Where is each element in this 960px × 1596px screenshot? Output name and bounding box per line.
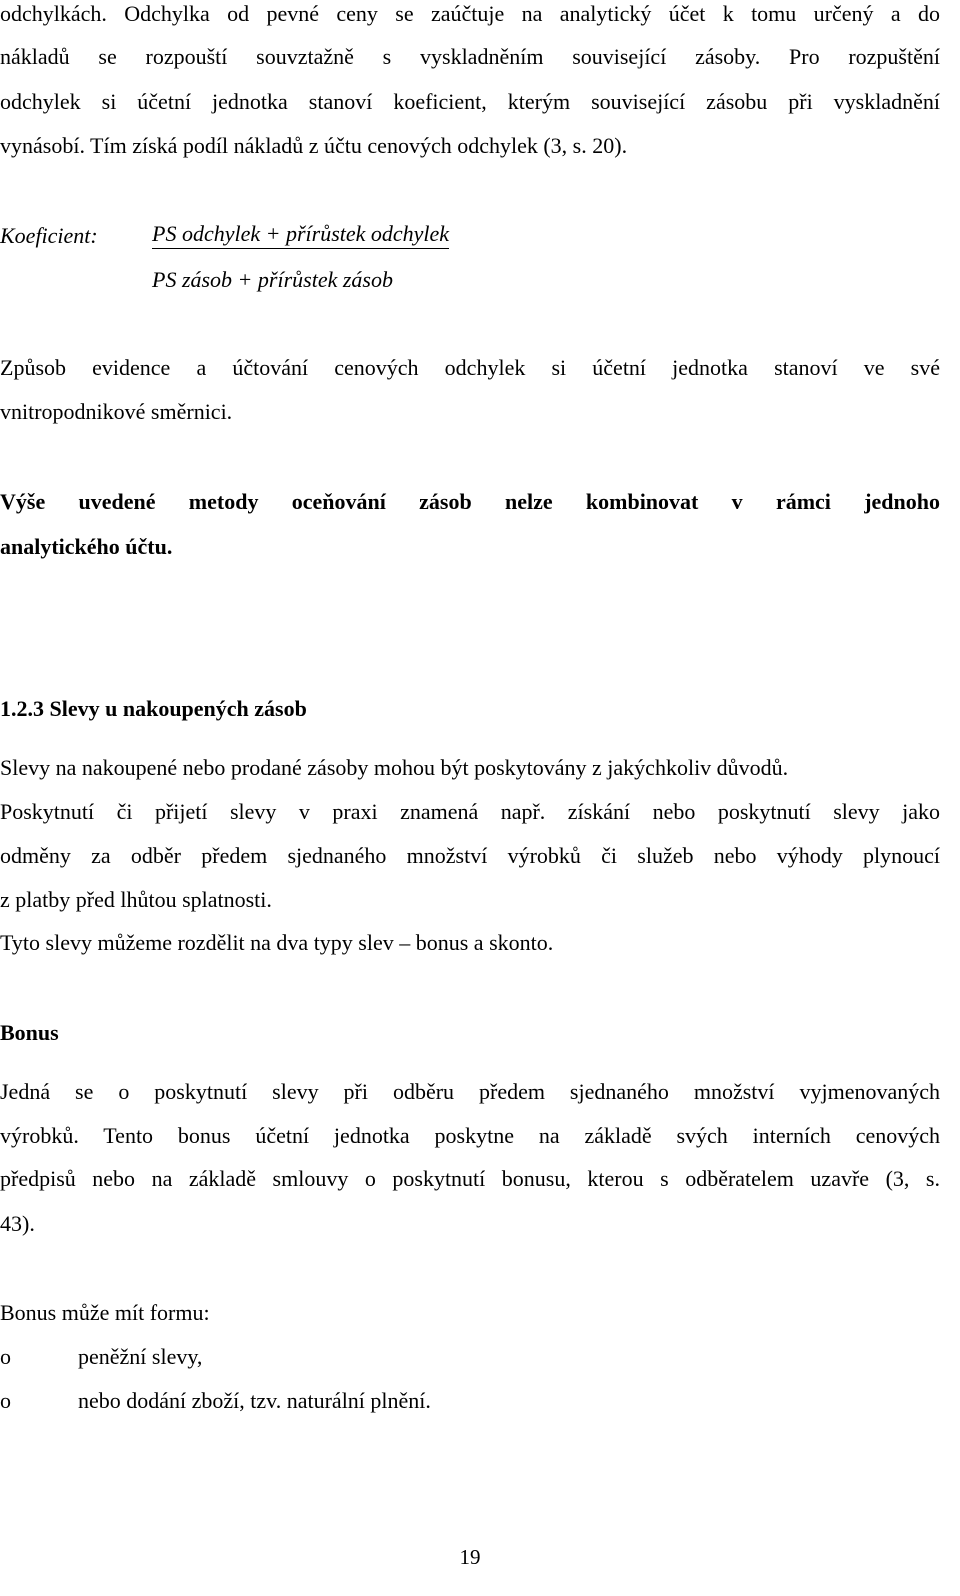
formula-numerator: PS odchylek + přírůstek odchylek	[152, 221, 449, 249]
paragraph-4-line-2: Poskytnutí či přijetí slevy v praxi znamená např. získání nebo poskytnutí slevy jako	[0, 799, 940, 824]
paragraph-5-line-1: Jedná se o poskytnutí slevy při odběru předem sjednaného množství vyjmenovaných	[0, 1079, 940, 1104]
bullet-text: nebo dodání zboží, tzv. naturální plnění.	[78, 1388, 431, 1413]
page-number: 19	[459, 1545, 481, 1569]
paragraph-2-line-1: Způsob evidence a účtování cenových odchylek si účetní jednotka stanoví ve své	[0, 355, 940, 380]
paragraph-5-line-4: 43).	[0, 1211, 35, 1236]
bullet-marker: o	[0, 1344, 11, 1369]
paragraph-4-line-3: odměny za odběr předem sjednaného množství výrobků či služeb nebo výhody plynoucí	[0, 843, 940, 868]
bullet-text: peněžní slevy,	[78, 1344, 203, 1369]
paragraph-4-line-5: Tyto slevy můžeme rozdělit na dva typy slev – bonus a skonto.	[0, 930, 554, 955]
paragraph-5-line-3: předpisů nebo na základě smlouvy o poskytnutí bonusu, kterou s odběratelem uzavře (3, s.	[0, 1166, 940, 1191]
paragraph-1-line-1: odchylkách. Odchylka od pevné ceny se zaúčtuje na analytický účet k tomu určený a do	[0, 1, 940, 26]
paragraph-1-line-3: odchylek si účetní jednotka stanoví koeficient, kterým související zásobu při vyskladnění	[0, 89, 940, 114]
paragraph-2-line-2: vnitropodnikové směrnici.	[0, 399, 233, 424]
paragraph-1-line-4: vynásobí. Tím získá podíl nákladů z účtu cenových odchylek (3, s. 20).	[0, 133, 628, 158]
bonus-forms-intro: Bonus může mít formu:	[0, 1300, 210, 1325]
paragraph-5-line-2: výrobků. Tento bonus účetní jednotka poskytne na základě svých interních cenových	[0, 1123, 940, 1148]
paragraph-3-line-2: analytického účtu.	[0, 534, 173, 559]
formula-label: Koeficient:	[0, 223, 98, 248]
paragraph-4-line-1: Slevy na nakoupené nebo prodané zásoby mohou být poskytovány z jakýchkoliv důvodů.	[0, 755, 789, 780]
paragraph-1-line-2: nákladů se rozpouští souvztažně s vyskladněním související zásoby. Pro rozpuštění	[0, 44, 940, 69]
bonus-heading: Bonus	[0, 1020, 59, 1045]
paragraph-4-line-4: z platby před lhůtou splatnosti.	[0, 887, 272, 912]
formula-denominator: PS zásob + přírůstek zásob	[152, 267, 393, 292]
paragraph-3-line-1: Výše uvedené metody oceňování zásob nelze kombinovat v rámci jednoho	[0, 489, 940, 514]
section-heading: 1.2.3 Slevy u nakoupených zásob	[0, 696, 307, 721]
bullet-marker: o	[0, 1388, 11, 1413]
